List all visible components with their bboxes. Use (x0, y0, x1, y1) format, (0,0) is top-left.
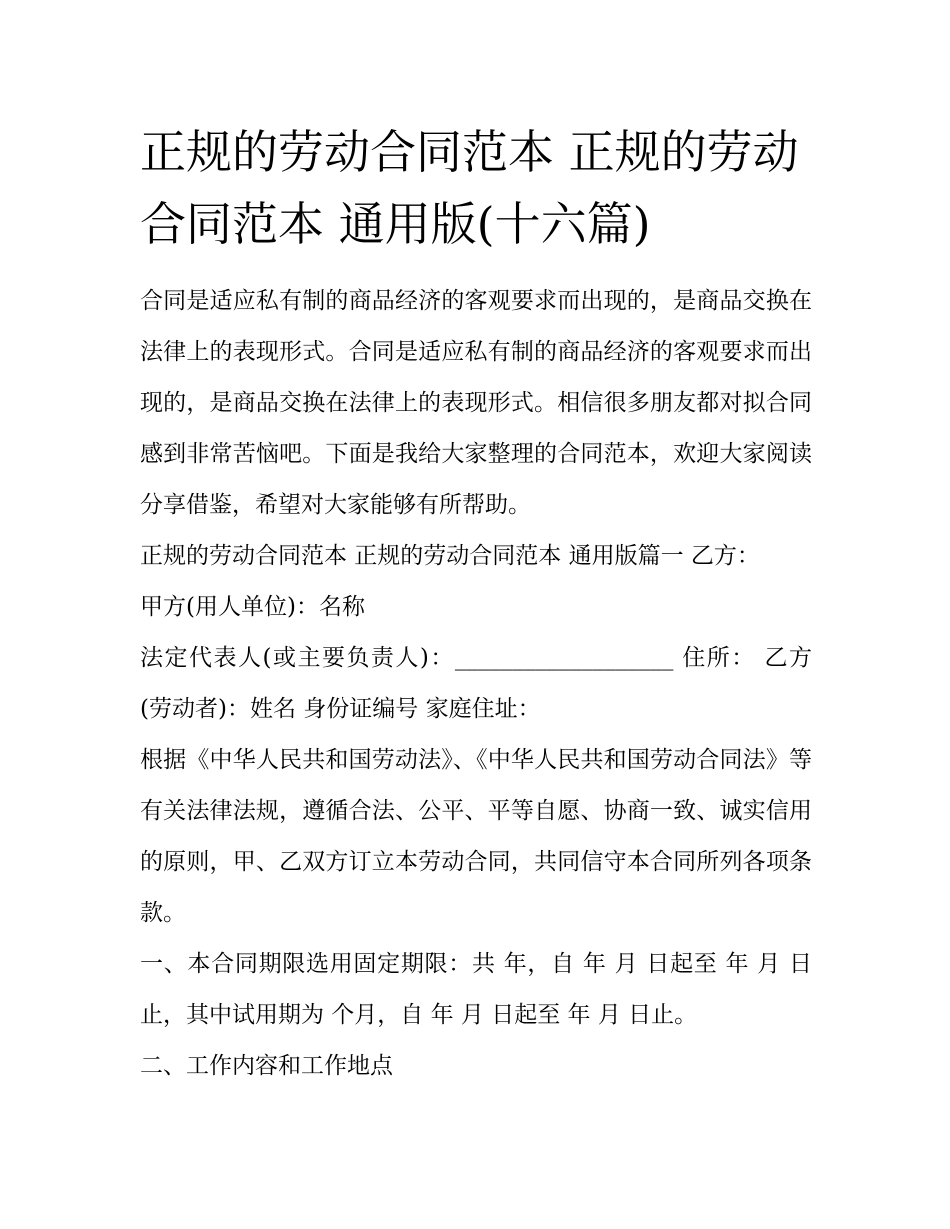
document-body (140, 276, 812, 1092)
document-title: 正规的劳动合同范本 正规的劳动合同范本 通用版(十六篇) (140, 125, 799, 251)
representative-paragraph: 法定代表人(或主要负责人)：___________________ 住所： 乙方(劳动者)：姓名 身份证编号 家庭住址： (140, 645, 812, 722)
work-content-heading: 二、工作内容和工作地点 (140, 1053, 393, 1079)
party-a-paragraph: 甲方(用人单位)：名称 (140, 594, 365, 620)
intro-paragraph: 合同是适应私有制的商品经济的客观要求而出现的，是商品交换在法律上的表现形式。合同是适应私有制的商品经济的客观要求而出现的，是商品交换在法律上的表现形式。相信很多朋友都对拟合同感到非常苦恼吧。下面是我给大家整理的合同范本，欢迎大家阅读分享借鉴，希望对大家能够有所帮助。 (140, 288, 812, 518)
section-heading-paragraph: 正规的劳动合同范本 正规的劳动合同范本 通用版篇一 乙方： (140, 543, 760, 569)
legal-basis-paragraph: 根据《中华人民共和国劳动法》、《中华人民共和国劳动合同法》等有关法律法规，遵循合法、公平、平等自愿、协商一致、诚实信用的原则，甲、乙双方订立本劳动合同，共同信守本合同所列各项条款。 (140, 747, 812, 926)
contract-term-paragraph: 一、本合同期限选用固定期限：共 年，自 年 月 日起至 年 月 日止，其中试用期为 个月，自 年 月 日起至 年 月 日止。 (140, 951, 812, 1028)
